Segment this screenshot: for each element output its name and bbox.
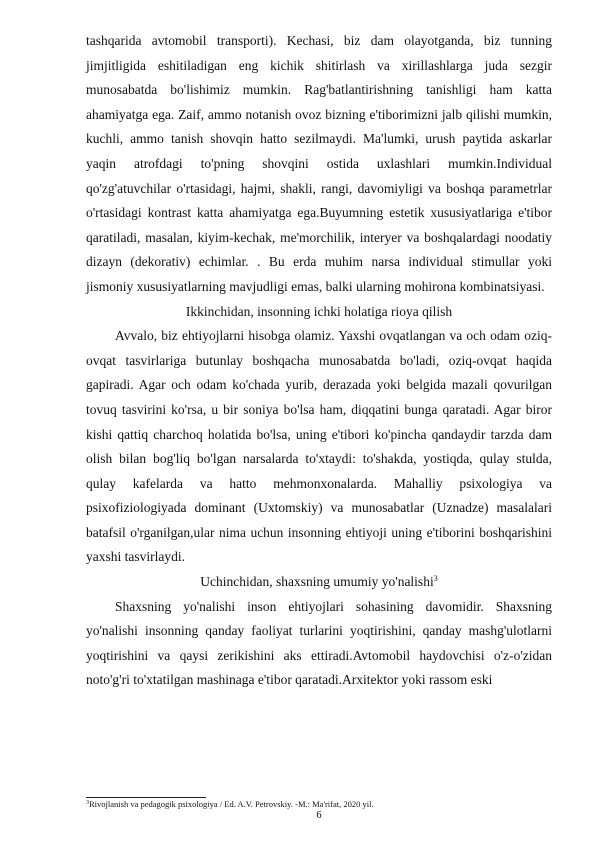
footnote xyxy=(86,798,552,810)
page-number: 6 xyxy=(316,810,322,821)
paragraph-1: tashqarida avtomobil transporti). Kechasi, biz dam olayotganda, biz tunning jimjitligida eshitiladigan eng kichik shitirlash va xirillashlarga juda sezgir munosabatda bo'lishimiz mumkin. Rag'batlantirishning tanishligi ham katta ahamiyatga ega. Zaif, ammo notanish ovoz bizning e'tiborimizni jalb qilishi mumkin, kuchli, ammo tanish shovqin hatto sezilmaydi. Ma'lumki, urush paytida askarlar yaqin atrofdagi to'pning shovqini ostida uxlashlari mumkin.Individual qo'zg'atuvchilar o'rtasidagi, hajmi, shakli, rangi, davomiyligi va boshqa parametrlar o'rtasidagi kontrast katta ahamiyatga ega.Buyumning estetik xususiyatlariga e'tibor qaratiladi, masalan, kiyim-kechak, me'morchilik, interyer va boshqalardagi noodatiy dizayn (dekorativ) echimlar. . Bu erda muhim narsa individual stimullar yoki jismoniy xususiyatlarning mavjudligi emas, balki ularning mohirona kombinatsiyasi. xyxy=(86,33,552,294)
paragraph-3: Shaxsning yo'nalishi inson ehtiyojlari sohasining davomidir. Shaxsning yo'nalishi insonning qanday faoliyat turlarini yoqtirishini, qanday mashg'ulotlarni yoqtirishini va qaysi zerikishini aks ettiradi.Avtomobil haydovchisi o'z-o'zidan noto'g'ri to'xtatilgan mashinaga e'tibor qaratadi.Arxitektor yoki rassom eski xyxy=(86,598,552,688)
page-body xyxy=(86,29,552,693)
section-heading-3-text: Uchinchidan, shaxsning umumiy yo'nalishi xyxy=(200,574,434,590)
section-heading-2-text: Ikkinchidan, insonning ichki holatiga rioya qilish xyxy=(185,303,453,319)
section-heading-3 xyxy=(86,570,552,595)
footnote-mark: 3 xyxy=(86,800,89,806)
section-heading-2 xyxy=(86,300,552,325)
footnote-reference[interactable]: 3 xyxy=(433,574,438,584)
paragraph-2: Avvalo, biz ehtiyojlarni hisobga olamiz. Yaxshi ovqatlangan va och odam oziq-ovqat tasvirlariga butunlay boshqacha munosabatda bo'ladi, oziq-ovqat haqida gapiradi. Agar och odam ko'chada yurib, derazada yoki belgida mazali qovurilgan tovuq tasvirini ko'rsa, u bir soniya bo'lsa ham, diqqatini bunga qaratadi. Agar biror kishi qattiq charchoq holatida bo'lsa, uning e'tibori ko'pincha qandaydir tarzda dam olish bilan bog'liq bo'lgan narsalarda to'xtaydi: to'shakda, yostiqda, qulay stulda, qulay kafelarda va hatto mehmonxonalarda. Mahalliy psixologiya va psixofiziologiyada dominant (Uxtomskiy) va munosabatlar (Uznadze) masalalari batafsil o'rganilgan,ular nima uchun insonning ehtiyoji uning e'tiborini boshqarishini yaxshi tasvirlaydi. xyxy=(86,328,552,565)
footnote-text: Rivojlanish va pedagogik psixologiya / Ed. A.V. Petrovskiy. -M.: Ma'rifat, 2020 yil. xyxy=(89,799,374,809)
